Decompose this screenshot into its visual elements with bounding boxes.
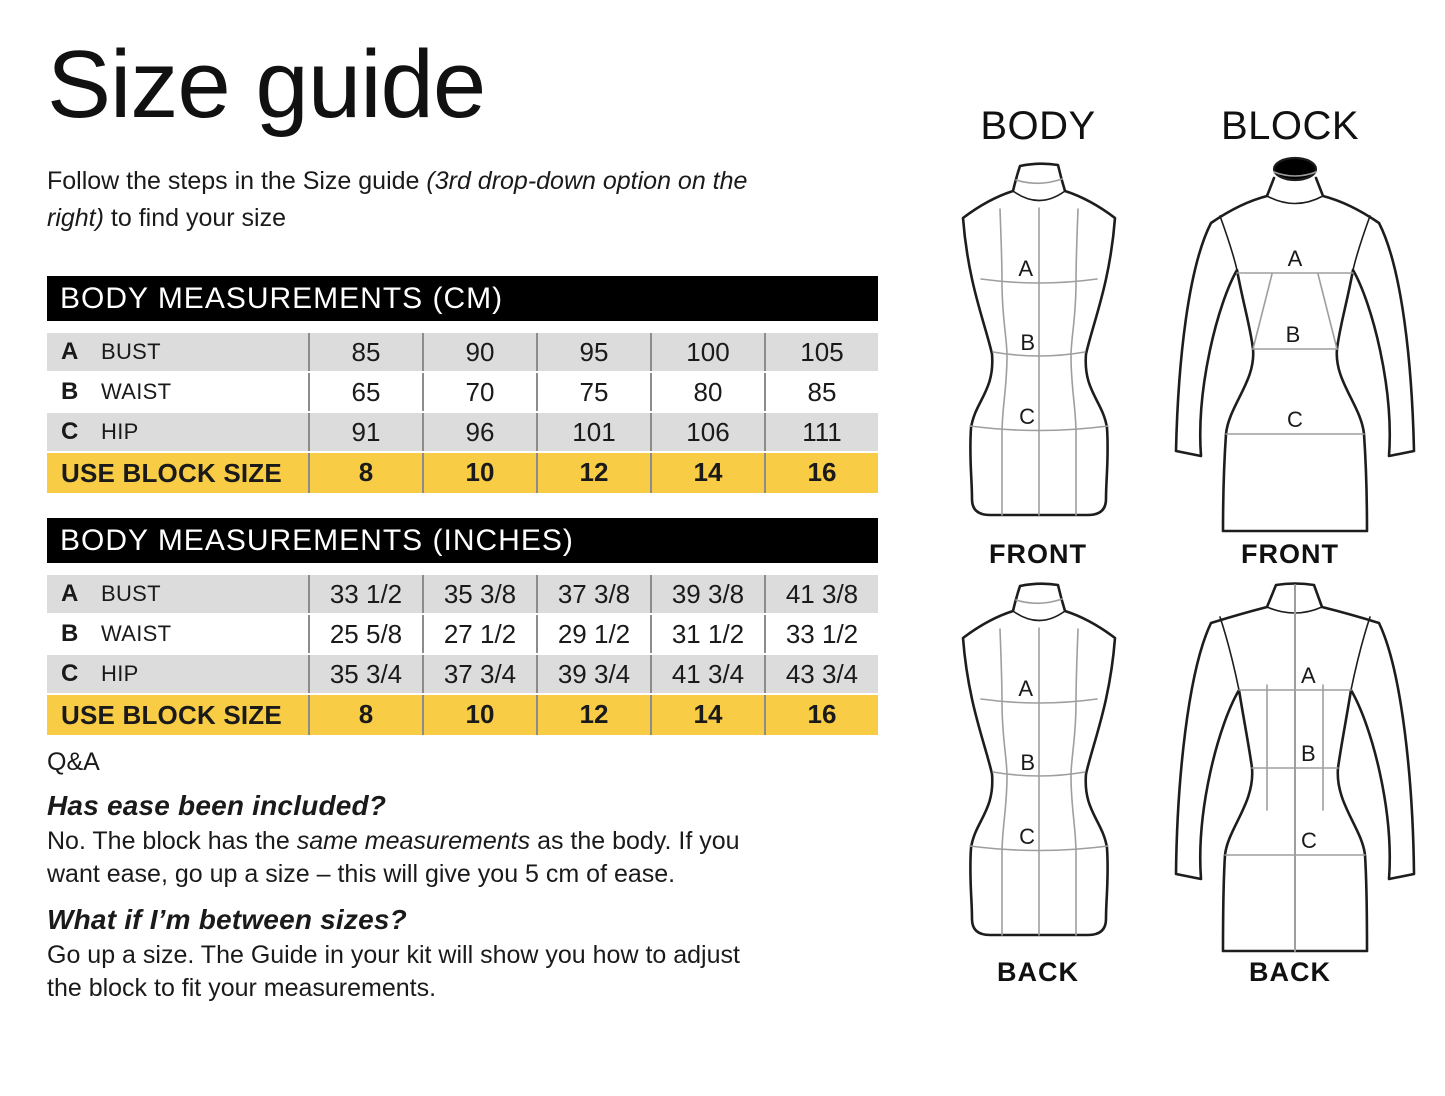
row-letter: C	[61, 660, 79, 687]
row-letter: A	[61, 580, 79, 607]
table-row-hip	[47, 413, 878, 453]
marker-c: C	[1019, 824, 1035, 849]
cell-value: 31 1/2	[650, 615, 764, 653]
cell-value: 39 3/8	[650, 575, 764, 613]
cell-value: 37 3/8	[536, 575, 650, 613]
marker-a: A	[1287, 246, 1303, 271]
cell-value: 33 1/2	[764, 615, 878, 653]
intro-line2-italic: right)	[47, 204, 104, 232]
row-label: WAIST	[101, 621, 172, 646]
cell-value: 37 3/4	[422, 655, 536, 693]
row-letter: C	[61, 418, 79, 445]
cell-value: 14	[650, 695, 764, 735]
body-measurements-cm-table	[47, 276, 878, 493]
marker-b: B	[1020, 330, 1035, 355]
marker-a: A	[1018, 256, 1033, 281]
cell-value: 75	[536, 373, 650, 411]
row-label: BUST	[101, 581, 161, 606]
intro-text	[47, 163, 887, 237]
cell-value: 101	[536, 413, 650, 451]
table-row-hip	[47, 655, 878, 695]
marker-a: A	[1018, 676, 1033, 701]
block-front-label: FRONT	[1241, 539, 1339, 569]
marker-b: B	[1301, 741, 1316, 766]
cell-value: 91	[308, 413, 422, 451]
marker-c: C	[1019, 404, 1035, 429]
cell-value: 100	[650, 333, 764, 371]
table-row-waist	[47, 615, 878, 655]
cell-value: 8	[308, 453, 422, 493]
cell-value: 27 1/2	[422, 615, 536, 653]
row-letter: B	[61, 378, 79, 405]
marker-b: B	[1285, 322, 1301, 347]
body-back-figure	[960, 583, 1118, 941]
body-measurements-inches-table	[47, 518, 878, 735]
qa-question-2: What if I’m between sizes?	[47, 904, 407, 935]
footer-label: USE BLOCK SIZE	[61, 457, 282, 488]
garment-guide-lines	[1225, 585, 1365, 951]
cell-value: 105	[764, 333, 878, 371]
cell-value: 70	[422, 373, 536, 411]
table-row-waist	[47, 373, 878, 413]
body-back-label: BACK	[997, 957, 1079, 987]
cell-value: 35 3/8	[422, 575, 536, 613]
body-front-label: FRONT	[989, 539, 1087, 569]
cell-value: 33 1/2	[308, 575, 422, 613]
block-back-label: BACK	[1249, 957, 1331, 987]
garment-guide-lines	[1226, 172, 1364, 434]
cell-value: 85	[308, 333, 422, 371]
qa-heading: Q&A	[47, 748, 100, 776]
table-row-bust	[47, 575, 878, 615]
marker-b: B	[1020, 750, 1035, 775]
column-heading-block: BLOCK	[1220, 104, 1360, 148]
table-header-inches: BODY MEASUREMENTS (INCHES)	[47, 518, 878, 563]
qa-question-1: Has ease been included?	[47, 790, 387, 821]
qa-answer-1: No. The block has the same measurements as the body. If you want ease, go up a size – this will give you 5 cm of ease.	[47, 827, 740, 888]
cell-value: 65	[308, 373, 422, 411]
cell-value: 16	[764, 453, 878, 493]
cell-value: 29 1/2	[536, 615, 650, 653]
intro-line1-italic: (3rd drop-down option on the	[426, 167, 748, 195]
row-letter: A	[61, 338, 79, 365]
row-label: HIP	[101, 661, 139, 686]
row-label: BUST	[101, 339, 161, 364]
table-header-cm: BODY MEASUREMENTS (CM)	[47, 276, 878, 321]
cell-value: 95	[536, 333, 650, 371]
cell-value: 12	[536, 695, 650, 735]
cell-value: 41 3/4	[650, 655, 764, 693]
cell-value: 111	[764, 413, 878, 451]
cell-value: 39 3/4	[536, 655, 650, 693]
block-back-figure	[1168, 581, 1416, 959]
table-row-use-block-size	[47, 453, 878, 493]
cell-value: 106	[650, 413, 764, 451]
cell-value: 10	[422, 453, 536, 493]
qa-answer-2: Go up a size. The Guide in your kit will show you how to adjust the block to fit your measurements.	[47, 941, 740, 1002]
table-row-use-block-size	[47, 695, 878, 735]
cell-value: 10	[422, 695, 536, 735]
qa-section	[47, 748, 873, 1005]
row-letter: B	[61, 620, 79, 647]
block-front-figure	[1168, 153, 1416, 543]
cell-value: 96	[422, 413, 536, 451]
intro-line2: to find your size	[103, 204, 286, 232]
marker-a: A	[1301, 663, 1316, 688]
cell-value: 35 3/4	[308, 655, 422, 693]
intro-line1: Follow the steps in the Size guide	[47, 167, 427, 195]
page-title: Size guide	[47, 31, 486, 138]
table-row-bust	[47, 333, 878, 373]
cell-value: 43 3/4	[764, 655, 878, 693]
cell-value: 25 5/8	[308, 615, 422, 653]
body-front-figure	[960, 163, 1118, 521]
cell-value: 12	[536, 453, 650, 493]
cell-value: 85	[764, 373, 878, 411]
cell-value: 90	[422, 333, 536, 371]
marker-c: C	[1287, 407, 1303, 432]
row-label: WAIST	[101, 379, 172, 404]
cell-value: 8	[308, 695, 422, 735]
cell-value: 16	[764, 695, 878, 735]
column-heading-body: BODY	[980, 104, 1096, 148]
cell-value: 41 3/8	[764, 575, 878, 613]
footer-label: USE BLOCK SIZE	[61, 699, 282, 730]
row-label: HIP	[101, 419, 139, 444]
cell-value: 80	[650, 373, 764, 411]
cell-value: 14	[650, 453, 764, 493]
marker-c: C	[1301, 828, 1317, 853]
